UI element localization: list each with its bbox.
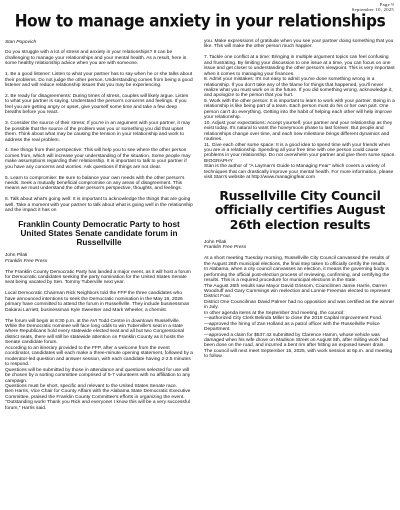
council-paragraph: —approved the hiring of Zan Holland as a patrol officer with the Russellville Police Department. [204,321,380,333]
council-paragraph: District One Councilman David Palmer had no opposition and was certified as the winner in July. [204,299,395,311]
council-source: Franklin Free Press [204,245,247,251]
forum-source: Franklin Free Press [5,258,48,264]
article-byline: Stan Popovich [5,40,37,45]
article-paragraph: 4. See things from their perspective: This will help you to see where the other person comes from, which will increase your understanding of the situation. Some people may make assumptions regarding their relationship. It is important to talk to your partner if you have any concerns and worries. Ask questions if things are not clear. [5,148,191,170]
council-paragraph: The council will next meet September 15, 2025, with work session at 6p.m. and meeting to follow. [204,348,393,360]
article-paragraph: you. Make expressions of gratitude when you see your partner doing something that you like. This will make the other person much happier. [204,39,394,50]
issue-date: September 10, 2025 [351,7,394,13]
right-column [204,39,396,360]
main-headline: How to manage anxiety in your relationships [14,11,386,32]
left-column [5,40,193,411]
article-paragraph: 3. Consider the source of their stress: If you're in an argument with your partner, it may be possible that the source of the problem was you or something you did that upset them. Think about what may be causing the tension in your relationship and work to address the real problem. [5,121,191,143]
forum-headline: Franklin County Democratic Party to host United States Senate candidate forum in Russellville [18,219,180,248]
council-headline: Russellville City Council officially certifies August 26th election results [214,187,386,232]
article-paragraph: 10. Adjust your expectations: Accept yourself, your partner and your relationship as they exist today. It's natural to want the honeymoon phase to last forever. But people and relationships change over time, and each new milestone brings different dynamics and routines. [204,120,393,143]
article-paragraph: 2. Be ready for disagreements: During times of stress, couples will likely argue. Listen to what your partner is saying. Understand the person's concerns and feelings. If you feel you are getting angry or upset, give yourself some time and take a few deep breaths before you react. [5,93,189,116]
forum-paragraph: Questions will be submitted by those in attendance and questions selected for use will be chosen by a sorting committee comprised of 5-7 volunteers with no affiliation to any campaign. [5,367,191,384]
article-paragraph: Do you struggle with a lot of stress and anxiety in your relationships? It can be challenging to manage your relationships and your mental health. As a result, here is some healthy relationship advice when you are with someone. [5,50,187,67]
council-paragraph: —authorized City Clerk Belinda Miller to close the 2019 Capital Improvement Fund. [204,316,383,322]
council-paragraph: The August 26th results saw Mayor David Grissom, Councilmen Jamie Harris, Darren Woodruff and Gary Cummings win reelection and Lonnie Freeman elected to represent District Four. [204,283,391,300]
council-paragraph: In Alabama, when a city council canvasses an election, it means the governing body is performing the official post-election process of reviewing, confirming, and certifying the results. This is a required procedure for municipal elections in the state. [204,267,390,284]
forum-paragraph: According to an itinerary provided to the FFP, after a welcome from the event coordinator, candidates will each make a three-minute opening statement, followed by a moderator-led question and answer session, with each candidate having 2-2.5 minutes to respond. [5,345,193,368]
forum-paragraph: "Outstanding work! Thank you Rick and everyone! I know this will be a very successful forum," Harris said. [5,400,190,411]
council-paragraph: In other agenda items at the September 2nd meeting, the council: [204,310,345,316]
forum-byline: John Pilati [5,253,28,259]
forum-paragraph: The forum will begin at 6:30 p.m. at the AVI Todd Centre in downtown Russellville. [5,318,181,324]
article-paragraph: 9. Work with the other person: It is important to learn to work with your partner. Being in a relationship is like being part of a team. Each person must do his or her own part. One person can't do everything. Getting into the habit of helping each other will help improve your relationship. [204,98,395,121]
article-paragraph: 5. Learn to compromise: Be sure to balance your own needs with the other person's needs. Seek a mutually beneficial compromise on any areas of disagreement. This means we must understand the other person's perspective, thoughts, and feelings. [5,175,185,192]
page-number: Page 9 [379,2,394,7]
article-paragraph: 8. Admit your mistakes: It's not easy to admit you've done something wrong in a relationship. If you don't take any of the blame for things that happened, you'll never realize what you must work on in the future. If you did something wrong, acknowledge it, and apologize to the person that you hurt. [204,77,393,99]
bio-text: Stan is the author of "A Layman's Guide to Managing Fear" which covers a variety of techniques that can drastically improve your mental health. For more information, please visit Stan's website at http://www.managingfear.com [204,164,394,181]
article-paragraph: 7. Tackle one conflict at a time: Bringing in multiple argument topics can feel confusing and frustrating. By limiting your discussion to one issue at a time, you can focus on one issue and get closer to understanding the other person's viewpoint. This is very important when it comes to managing your finances. [204,55,395,77]
council-paragraph: At a short meeting Tuesday morning, Russellville City Council canvassed the results of the August 26th municipal elections, the final step taken to officially certify the results. [204,256,390,267]
council-byline: John Pilati [204,239,227,245]
forum-paragraph: The Franklin County Democratic Party has landed a major event, as it will host a forum for Democratic candidates seeking the party nomination for the United States Senate seat being vacated by Sen. Tommy Tuberville next year. [5,269,191,286]
bio-heading: BIOGRAPHY [204,158,233,164]
forum-paragraph: Ben Harris, Vice Chair for County Affairs with the Alabama State Democratic Executive Committee, praised the Franklin County Committee's efforts in organizing the event. [5,389,191,400]
forum-paragraph: Questions must be short, specific and relevant to the United States Senate race. [5,383,178,389]
article-paragraph: 6. Talk about what's going well: It is important to acknowledge the things that are going well. Take a moment with your partner to talk about what is going well in the relationship and the impact it has on [5,197,193,214]
forum-paragraph: While the Democratic nominee will face long odds to win Tuberville's seat in a state where Republicans hold every statewide elected seat and all but two Congressional district seats, there will still be statewide attention on Franklin County as it hosts the Senate candidate forum. [5,323,185,346]
article-paragraph: 11. Give each other some space: It is a good idea to spend time with your friends when you are in a relationship. Spending all your free time with one person could cause problems in your relationship. Do not overwhelm your partner and give them some space. [204,142,396,159]
article-paragraph: 1. Be a good listener: Listen to what your partner has to say when he or she talks about their problems. Do not judge the other person. Understanding comes from being a good listener and will reduce relationship issues that you may be experiencing. [5,72,193,89]
forum-paragraph: Local Democratic Chairman Rick Neighbors told the FFP the three candidates who have announced intentions to seek the Democratic nomination in the May 19, 2026 primary have committed to attend the forum in Russellville. They include businessman Dakarai Larriett, businessman Kyle Sweetser and Mark Wheeler, a chemist. [5,291,190,313]
council-paragraph: —approved a claim for $537.42 submitted by Clarence Hamm, whose vehicle was damaged when his wife drove on Madison Street on August 5th, after milling work had been done on the road, and incurred a bent rim after hitting an exposed sewer drain. [204,332,389,349]
